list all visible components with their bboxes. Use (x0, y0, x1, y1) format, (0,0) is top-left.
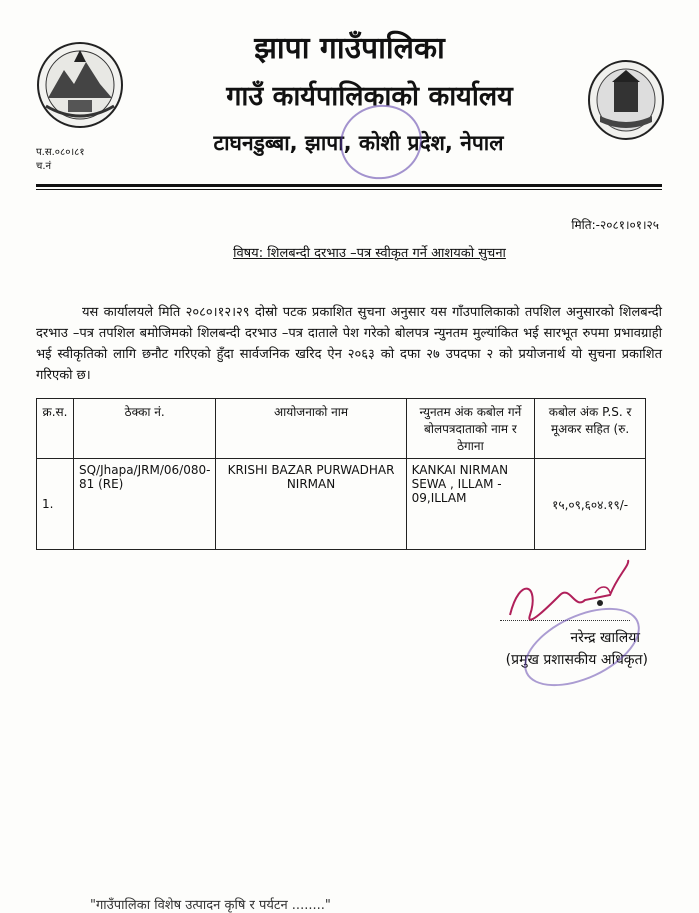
cell-bidder: KANKAI NIRMAN SEWA , ILLAM - 09,ILLAM (406, 459, 535, 550)
patra-sankhya: प.स.०८०।८१ (36, 147, 85, 158)
signatory-designation: (प्रमुख प्रशासकीय अधिकृत) (505, 652, 648, 668)
document-date: मिति:-२०८१।०१।२५ (571, 218, 659, 232)
col-header-sn: क्र.स. (37, 399, 74, 459)
office-title: गाउँ कार्यपालिकाको कार्यालय (226, 81, 513, 112)
chalani-number: च.नं (36, 161, 52, 172)
col-header-project: आयोजनाको नाम (216, 399, 406, 459)
col-header-bidder: न्युनतम अंक कबोल गर्ने बोलपत्रदाताको नाम र ठेगाना (406, 399, 535, 459)
cell-sn: 1. (37, 459, 74, 550)
footer-slogan: "गाउँपालिका विशेष उत्पादन कृषि र पर्यटन ........" (90, 898, 331, 913)
bid-table (36, 398, 646, 550)
cell-contract-no: SQ/Jhapa/JRM/06/080-81 (RE) (73, 459, 215, 550)
header-divider (36, 184, 662, 187)
municipality-title: झापा गाउँपालिका (254, 31, 445, 66)
notice-body: यस कार्यालयले मिति २०८०।१२।२९ दोस्रो पटक प्रकाशित सुचना अनुसार यस गाँउपालिकाको तपशिल अनुसारको शिलबन्दी दरभाउ –पत्र तपशिल बमोजिमको शिलबन्दी दरभाउ –पत्र दाताले पेश गरेको बोलपत्र न्युनतम मुल्यांकित भई सारभूत रुपमा प्रभावग्राही भई स्वीकृतिको लागि छनौट गरिएको हुँदा सार्वजनिक खरिद ऐन २०६३ को दफा २७ उपदफा २ को प्रयोजनार्थ यो सुचना प्रकाशित गरिएको छ। (36, 305, 662, 383)
signatory-name: नरेन्द्र खालिया (570, 630, 640, 646)
office-address: टाघनडुब्बा, झापा, कोशी प्रदेश, नेपाल (213, 131, 504, 155)
table-header-row (37, 399, 646, 459)
header-divider-thin (36, 189, 662, 190)
document-subject: विषय: शिलबन्दी दरभाउ –पत्र स्वीकृत गर्ने आशयको सुचना (233, 246, 506, 261)
col-header-amount: कबोल अंक P.S. र मूअकर सहित (रु. (535, 399, 646, 459)
cell-amount: १५,०९,६०४.१९/- (535, 459, 646, 550)
col-header-contract: ठेक्का नं. (73, 399, 215, 459)
cell-project: KRISHI BAZAR PURWADHAR NIRMAN (216, 459, 406, 550)
table-row (37, 459, 646, 550)
